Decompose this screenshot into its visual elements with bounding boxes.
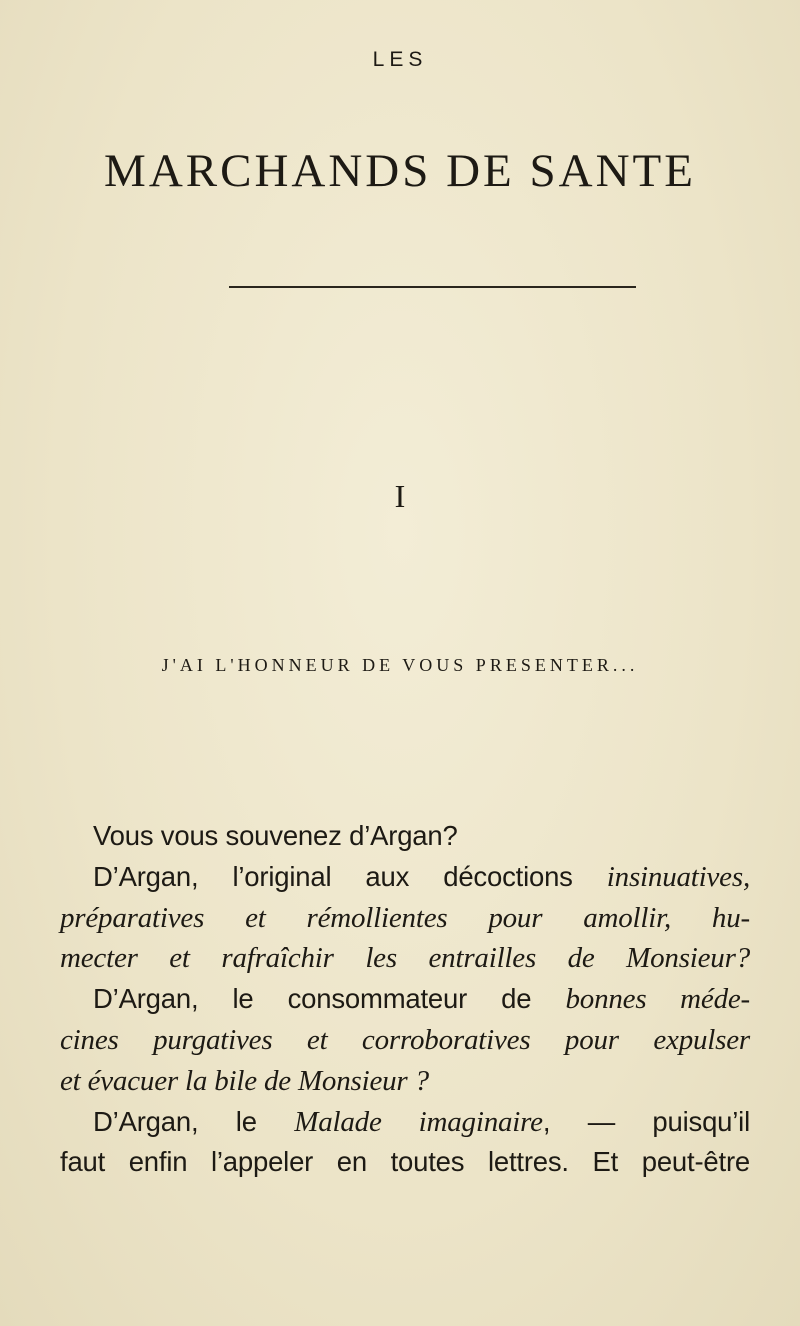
chapter-title: J'AI L'HONNEUR DE VOUS PRESENTER...	[161, 655, 639, 675]
text-line-6: cines purgatives et corroboratives pour expulser	[60, 1023, 750, 1056]
text-line-2-start: D’Argan, l’original aux décoctions	[93, 860, 607, 892]
text-line-8-start: D’Argan, le	[93, 1105, 295, 1137]
text-line-9: faut enfin l’appeler en toutes lettres. Et peut-être	[60, 1146, 750, 1178]
text-line-7: et évacuer la bile de Monsieur ?	[60, 1064, 429, 1097]
main-title: MARCHANDS DE SANTE	[104, 145, 696, 197]
top-title: LES	[372, 48, 428, 71]
text-line-1: Vous vous souvenez d’Argan?	[93, 820, 458, 851]
text-line-8-end: , — puisqu’il	[542, 1105, 751, 1137]
text-line-5-italic: bonnes méde-	[565, 983, 750, 1016]
text-line-8	[60, 1102, 750, 1143]
text-line-8-italic: Malade imaginaire	[294, 1105, 543, 1138]
text-line-2	[60, 857, 750, 898]
text-line-5-start: D’Argan, le consommateur de	[93, 983, 566, 1015]
text-line-3: préparatives et rémollientes pour amollir, hu-	[60, 901, 750, 934]
body-text	[60, 816, 750, 1183]
text-line-2-italic: insinuatives,	[606, 860, 750, 893]
text-line-5	[60, 979, 750, 1020]
chapter-number: I	[394, 478, 406, 514]
title-rule	[229, 286, 636, 288]
text-line-4: mecter et rafraîchir les entrailles de Monsieur?	[60, 942, 750, 975]
